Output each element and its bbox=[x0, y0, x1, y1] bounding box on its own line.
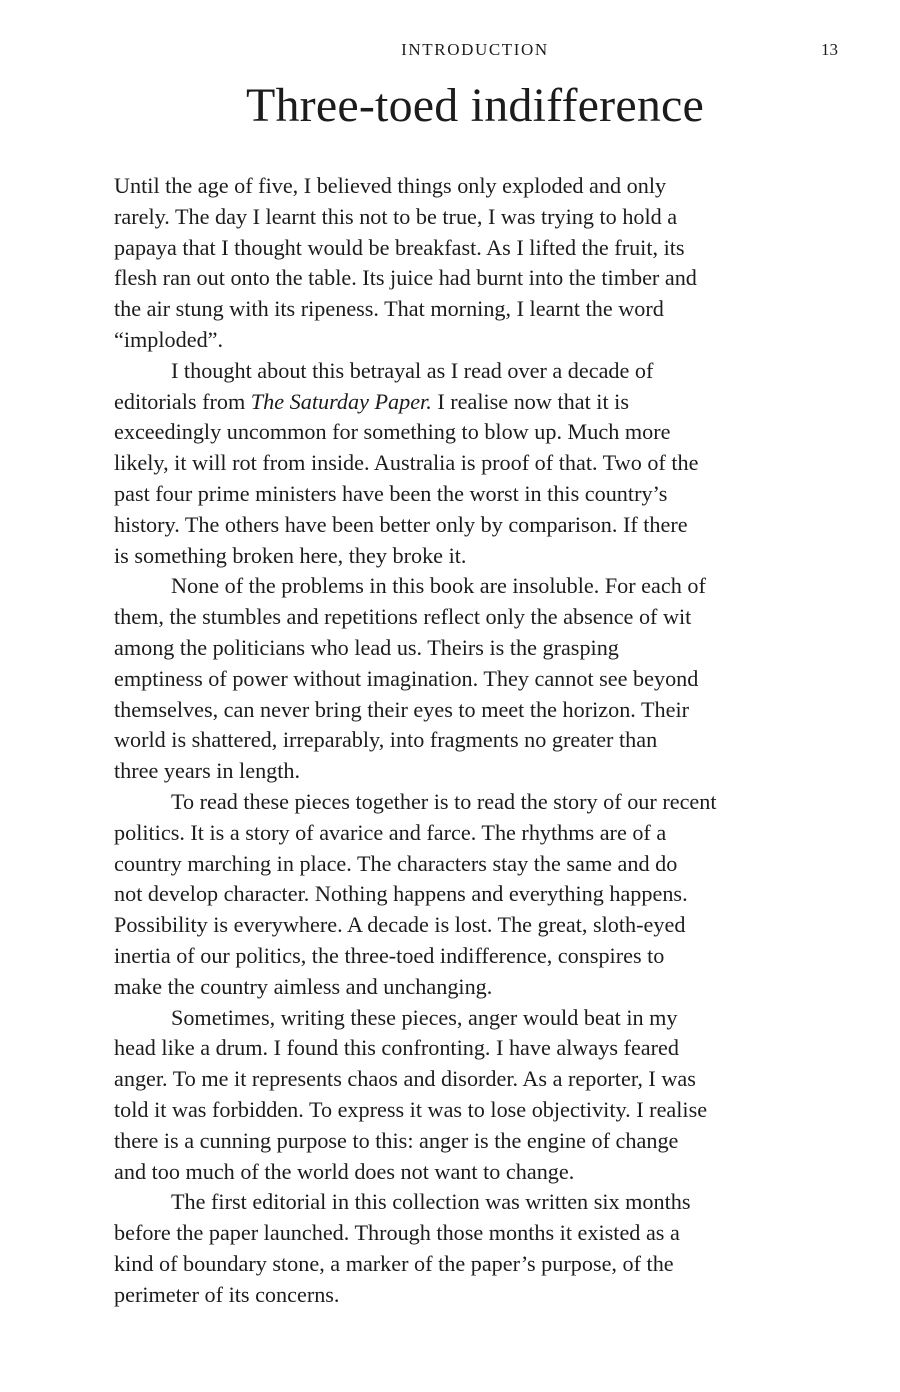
page-number: 13 bbox=[821, 40, 838, 59]
paragraph-4 bbox=[114, 787, 838, 1003]
text-line: there is a cunning purpose to this: anger is the engine of change bbox=[114, 1127, 679, 1153]
text-line: three years in length. bbox=[114, 758, 301, 784]
publication-title: The Saturday Paper. bbox=[250, 388, 432, 414]
text-line: rarely. The day I learnt this not to be true, I was trying to hold a bbox=[114, 203, 678, 229]
text-line: told it was forbidden. To express it was to lose objectivity. I realise bbox=[114, 1096, 708, 1122]
text-line: kind of boundary stone, a marker of the paper’s purpose, of the bbox=[114, 1250, 674, 1276]
text-line: The first editorial in this collection was written six months bbox=[171, 1189, 691, 1215]
text-line: history. The others have been better only by comparison. If there bbox=[114, 511, 688, 537]
text-line: anger. To me it represents chaos and disorder. As a reporter, I was bbox=[114, 1066, 696, 1092]
text-line: head like a drum. I found this confronting. I have always feared bbox=[114, 1035, 679, 1061]
text-line: themselves, can never bring their eyes to meet the horizon. Their bbox=[114, 696, 690, 722]
paragraph-1 bbox=[114, 171, 838, 356]
text-line: and too much of the world does not want to change. bbox=[114, 1158, 575, 1184]
text-line: past four prime ministers have been the worst in this country’s bbox=[114, 480, 668, 506]
text-line: I thought about this betrayal as I read over a decade of bbox=[171, 357, 654, 383]
text-line: “imploded”. bbox=[114, 326, 224, 352]
paragraph-6 bbox=[114, 1187, 838, 1310]
text-line: None of the problems in this book are insoluble. For each of bbox=[171, 573, 706, 599]
text-line: Possibility is everywhere. A decade is lost. The great, sloth-eyed bbox=[114, 912, 686, 938]
text-line: politics. It is a story of avarice and farce. The rhythms are of a bbox=[114, 819, 667, 845]
text-line: the air stung with its ripeness. That morning, I learnt the word bbox=[114, 296, 664, 322]
text-line: world is shattered, irreparably, into fragments no greater than bbox=[114, 727, 658, 753]
paragraph-3 bbox=[114, 571, 838, 787]
text-fragment: I realise now that it is bbox=[431, 388, 629, 414]
text-line: inertia of our politics, the three-toed indifference, conspires to bbox=[114, 942, 665, 968]
text-line: papaya that I thought would be breakfast. As I lifted the fruit, its bbox=[114, 234, 685, 260]
text-line: them, the stumbles and repetitions reflect only the absence of wit bbox=[114, 604, 692, 630]
text-line: country marching in place. The characters stay the same and do bbox=[114, 850, 678, 876]
paragraph-2 bbox=[114, 356, 838, 572]
text-line: Until the age of five, I believed things only exploded and only bbox=[114, 173, 667, 198]
section-label: INTRODUCTION bbox=[401, 40, 549, 59]
text-line: among the politicians who lead us. Theirs is the grasping bbox=[114, 634, 619, 660]
body-text bbox=[114, 171, 838, 1310]
text-fragment: editorials from bbox=[114, 388, 251, 414]
text-line: flesh ran out onto the table. Its juice had burnt into the timber and bbox=[114, 265, 697, 291]
paragraph-5 bbox=[114, 1003, 838, 1188]
text-line: before the paper launched. Through those months it existed as a bbox=[114, 1220, 680, 1246]
text-line: likely, it will rot from inside. Australia is proof of that. Two of the bbox=[114, 450, 699, 476]
text-line: emptiness of power without imagination. They cannot see beyond bbox=[114, 665, 699, 691]
running-header bbox=[0, 38, 900, 62]
text-line: exceedingly uncommon for something to blow up. Much more bbox=[114, 419, 671, 445]
text-line: not develop character. Nothing happens and everything happens. bbox=[114, 881, 688, 907]
text-line: make the country aimless and unchanging. bbox=[114, 973, 493, 999]
text-line bbox=[114, 387, 838, 418]
chapter-title: Three-toed indifference bbox=[245, 79, 705, 132]
text-line: To read these pieces together is to read the story of our recent bbox=[171, 788, 717, 814]
text-line: perimeter of its concerns. bbox=[114, 1281, 340, 1307]
text-line: Sometimes, writing these pieces, anger would beat in my bbox=[171, 1004, 678, 1030]
text-line: is something broken here, they broke it. bbox=[114, 542, 467, 568]
